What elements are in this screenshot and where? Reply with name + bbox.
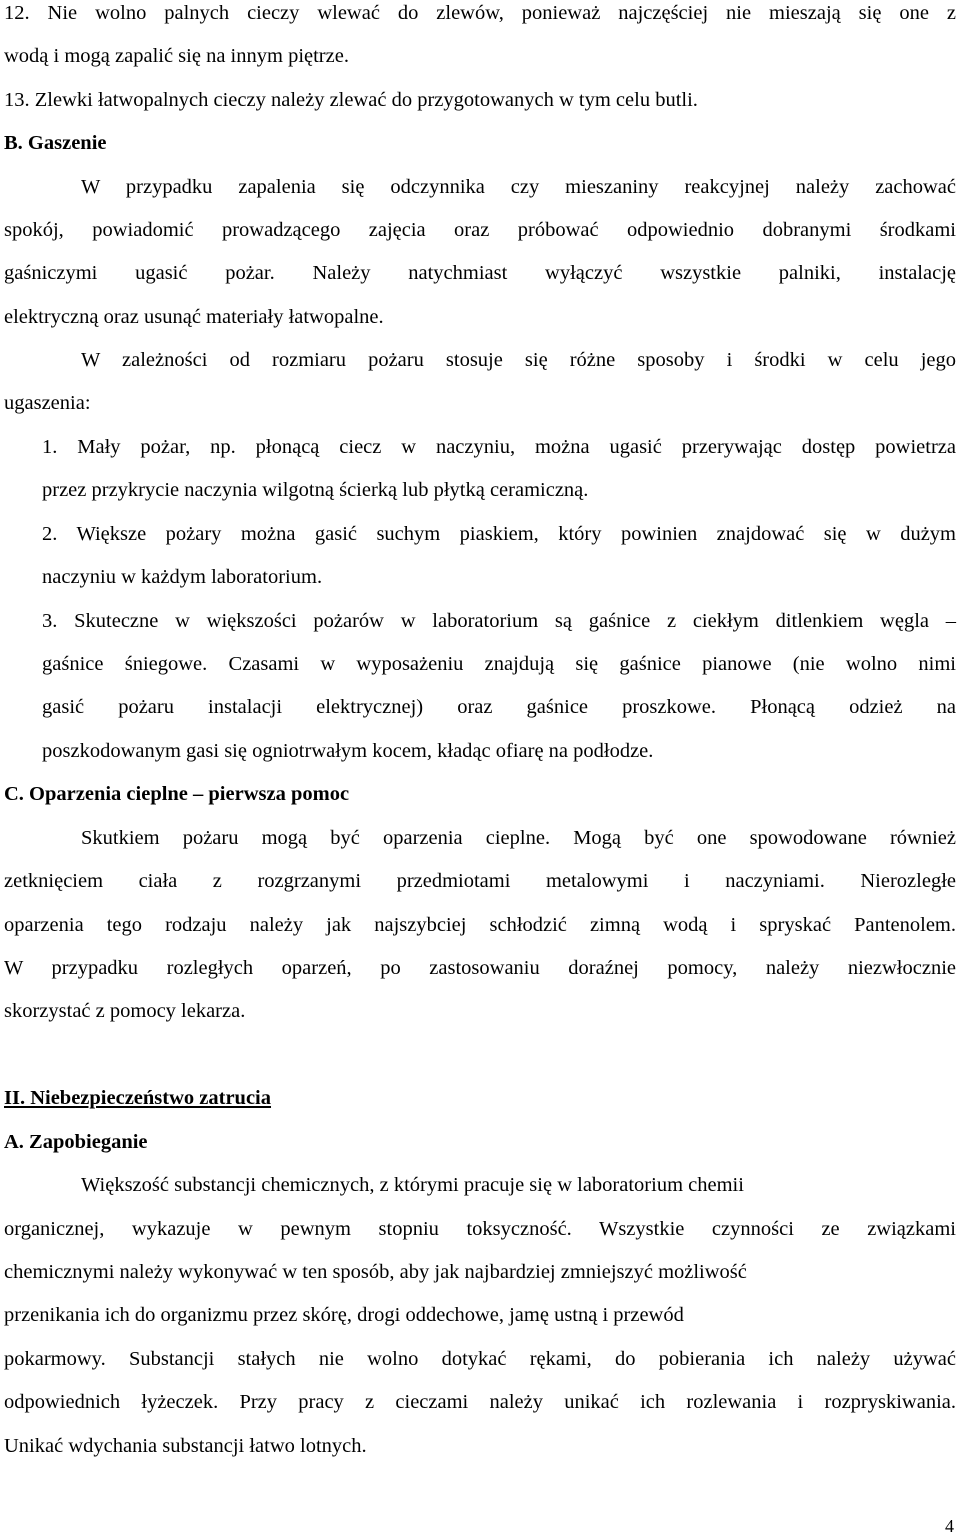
list-item-2-line-1: 2. Większe pożary można gasić suchym piaskiem, który powinien znajdować się w dużym bbox=[42, 523, 956, 545]
section-b-p1-line-2: spokój, powiadomić prowadzącego zajęcia oraz próbować odpowiednio dobranymi środkami bbox=[4, 219, 956, 241]
section-b-p1-line-3: gaśniczymi ugasić pożar. Należy natychmiast wyłączyć wszystkie palniki, instalację bbox=[4, 262, 956, 284]
item-13: 13. Zlewki łatwopalnych cieczy należy zlewać do przygotowanych w tym celu butli. bbox=[4, 89, 698, 111]
section-b-p2-line-2: ugaszenia: bbox=[4, 392, 91, 414]
section-a-line-2: organicznej, wykazuje w pewnym stopniu toksyczność. Wszystkie czynności ze związkami bbox=[4, 1218, 956, 1240]
section-b-heading: B. Gaszenie bbox=[4, 132, 107, 154]
section-c-line-1: Skutkiem pożaru mogą być oparzenia cieplne. Mogą być one spowodowane również bbox=[81, 827, 956, 849]
section-a-line-7: Unikać wdychania substancji łatwo lotnych. bbox=[4, 1435, 367, 1457]
section-a-heading: A. Zapobieganie bbox=[4, 1131, 148, 1153]
section-a-line-6: odpowiednich łyżeczek. Przy pracy z cieczami należy unikać ich rozlewania i rozpryskiwania. bbox=[4, 1391, 956, 1413]
list-item-1-line-2: przez przykrycie naczynia wilgotną ścierką lub płytką ceramiczną. bbox=[42, 479, 589, 501]
section-a-line-3: chemicznymi należy wykonywać w ten sposób, aby jak najbardziej zmniejszyć możliwość bbox=[4, 1261, 747, 1283]
section-c-line-3: oparzenia tego rodzaju należy jak najszybciej schłodzić zimną wodą i spryskać Pantenolem. bbox=[4, 914, 956, 936]
section-b-p1-line-4: elektryczną oraz usunąć materiały łatwopalne. bbox=[4, 306, 384, 328]
list-item-3-line-1: 3. Skuteczne w większości pożarów w laboratorium są gaśnice z ciekłym ditlenkiem węgla – bbox=[42, 610, 956, 632]
list-item-3-line-2: gaśnice śniegowe. Czasami w wyposażeniu znajdują się gaśnice pianowe (nie wolno nimi bbox=[42, 653, 956, 675]
section-a-line-5: pokarmowy. Substancji stałych nie wolno dotykać rękami, do pobierania ich należy używać bbox=[4, 1348, 956, 1370]
list-item-1-line-1: 1. Mały pożar, np. płonącą ciecz w naczyniu, można ugasić przerywając dostęp powietrza bbox=[42, 436, 956, 458]
section-a-line-4: przenikania ich do organizmu przez skórę, drogi oddechowe, jamę ustną i przewód bbox=[4, 1304, 684, 1326]
section-ii-heading: II. Niebezpieczeństwo zatrucia bbox=[4, 1087, 272, 1109]
item-12-line-2: wodą i mogą zapalić się na innym piętrze. bbox=[4, 45, 349, 67]
section-b-p2-line-1: W zależności od rozmiaru pożaru stosuje się różne sposoby i środki w celu jego bbox=[81, 349, 956, 371]
list-item-3-line-4: poszkodowanym gasi się ogniotrwałym kocem, kładąc ofiarę na podłodze. bbox=[42, 740, 654, 762]
section-b-p1-line-1: W przypadku zapalenia się odczynnika czy mieszaniny reakcyjnej należy zachować bbox=[81, 176, 956, 198]
section-c-heading: C. Oparzenia cieplne – pierwsza pomoc bbox=[4, 783, 350, 805]
item-12-line-1: 12. Nie wolno palnych cieczy wlewać do zlewów, ponieważ najczęściej nie mieszają się one z bbox=[4, 2, 956, 24]
list-item-3-line-3: gasić pożaru instalacji elektrycznej) oraz gaśnice proszkowe. Płonącą odzież na bbox=[42, 696, 956, 718]
list-item-2-line-2: naczyniu w każdym laboratorium. bbox=[42, 566, 323, 588]
section-c-line-2: zetknięciem ciała z rozgrzanymi przedmiotami metalowymi i naczyniami. Nierozległe bbox=[4, 870, 956, 892]
page-number: 4 bbox=[945, 1516, 954, 1536]
section-a-line-1: Większość substancji chemicznych, z którymi pracuje się w laboratorium chemii bbox=[81, 1174, 744, 1196]
section-c-line-5: skorzystać z pomocy lekarza. bbox=[4, 1000, 246, 1022]
section-c-line-4: W przypadku rozległych oparzeń, po zastosowaniu doraźnej pomocy, należy niezwłocznie bbox=[4, 957, 956, 979]
